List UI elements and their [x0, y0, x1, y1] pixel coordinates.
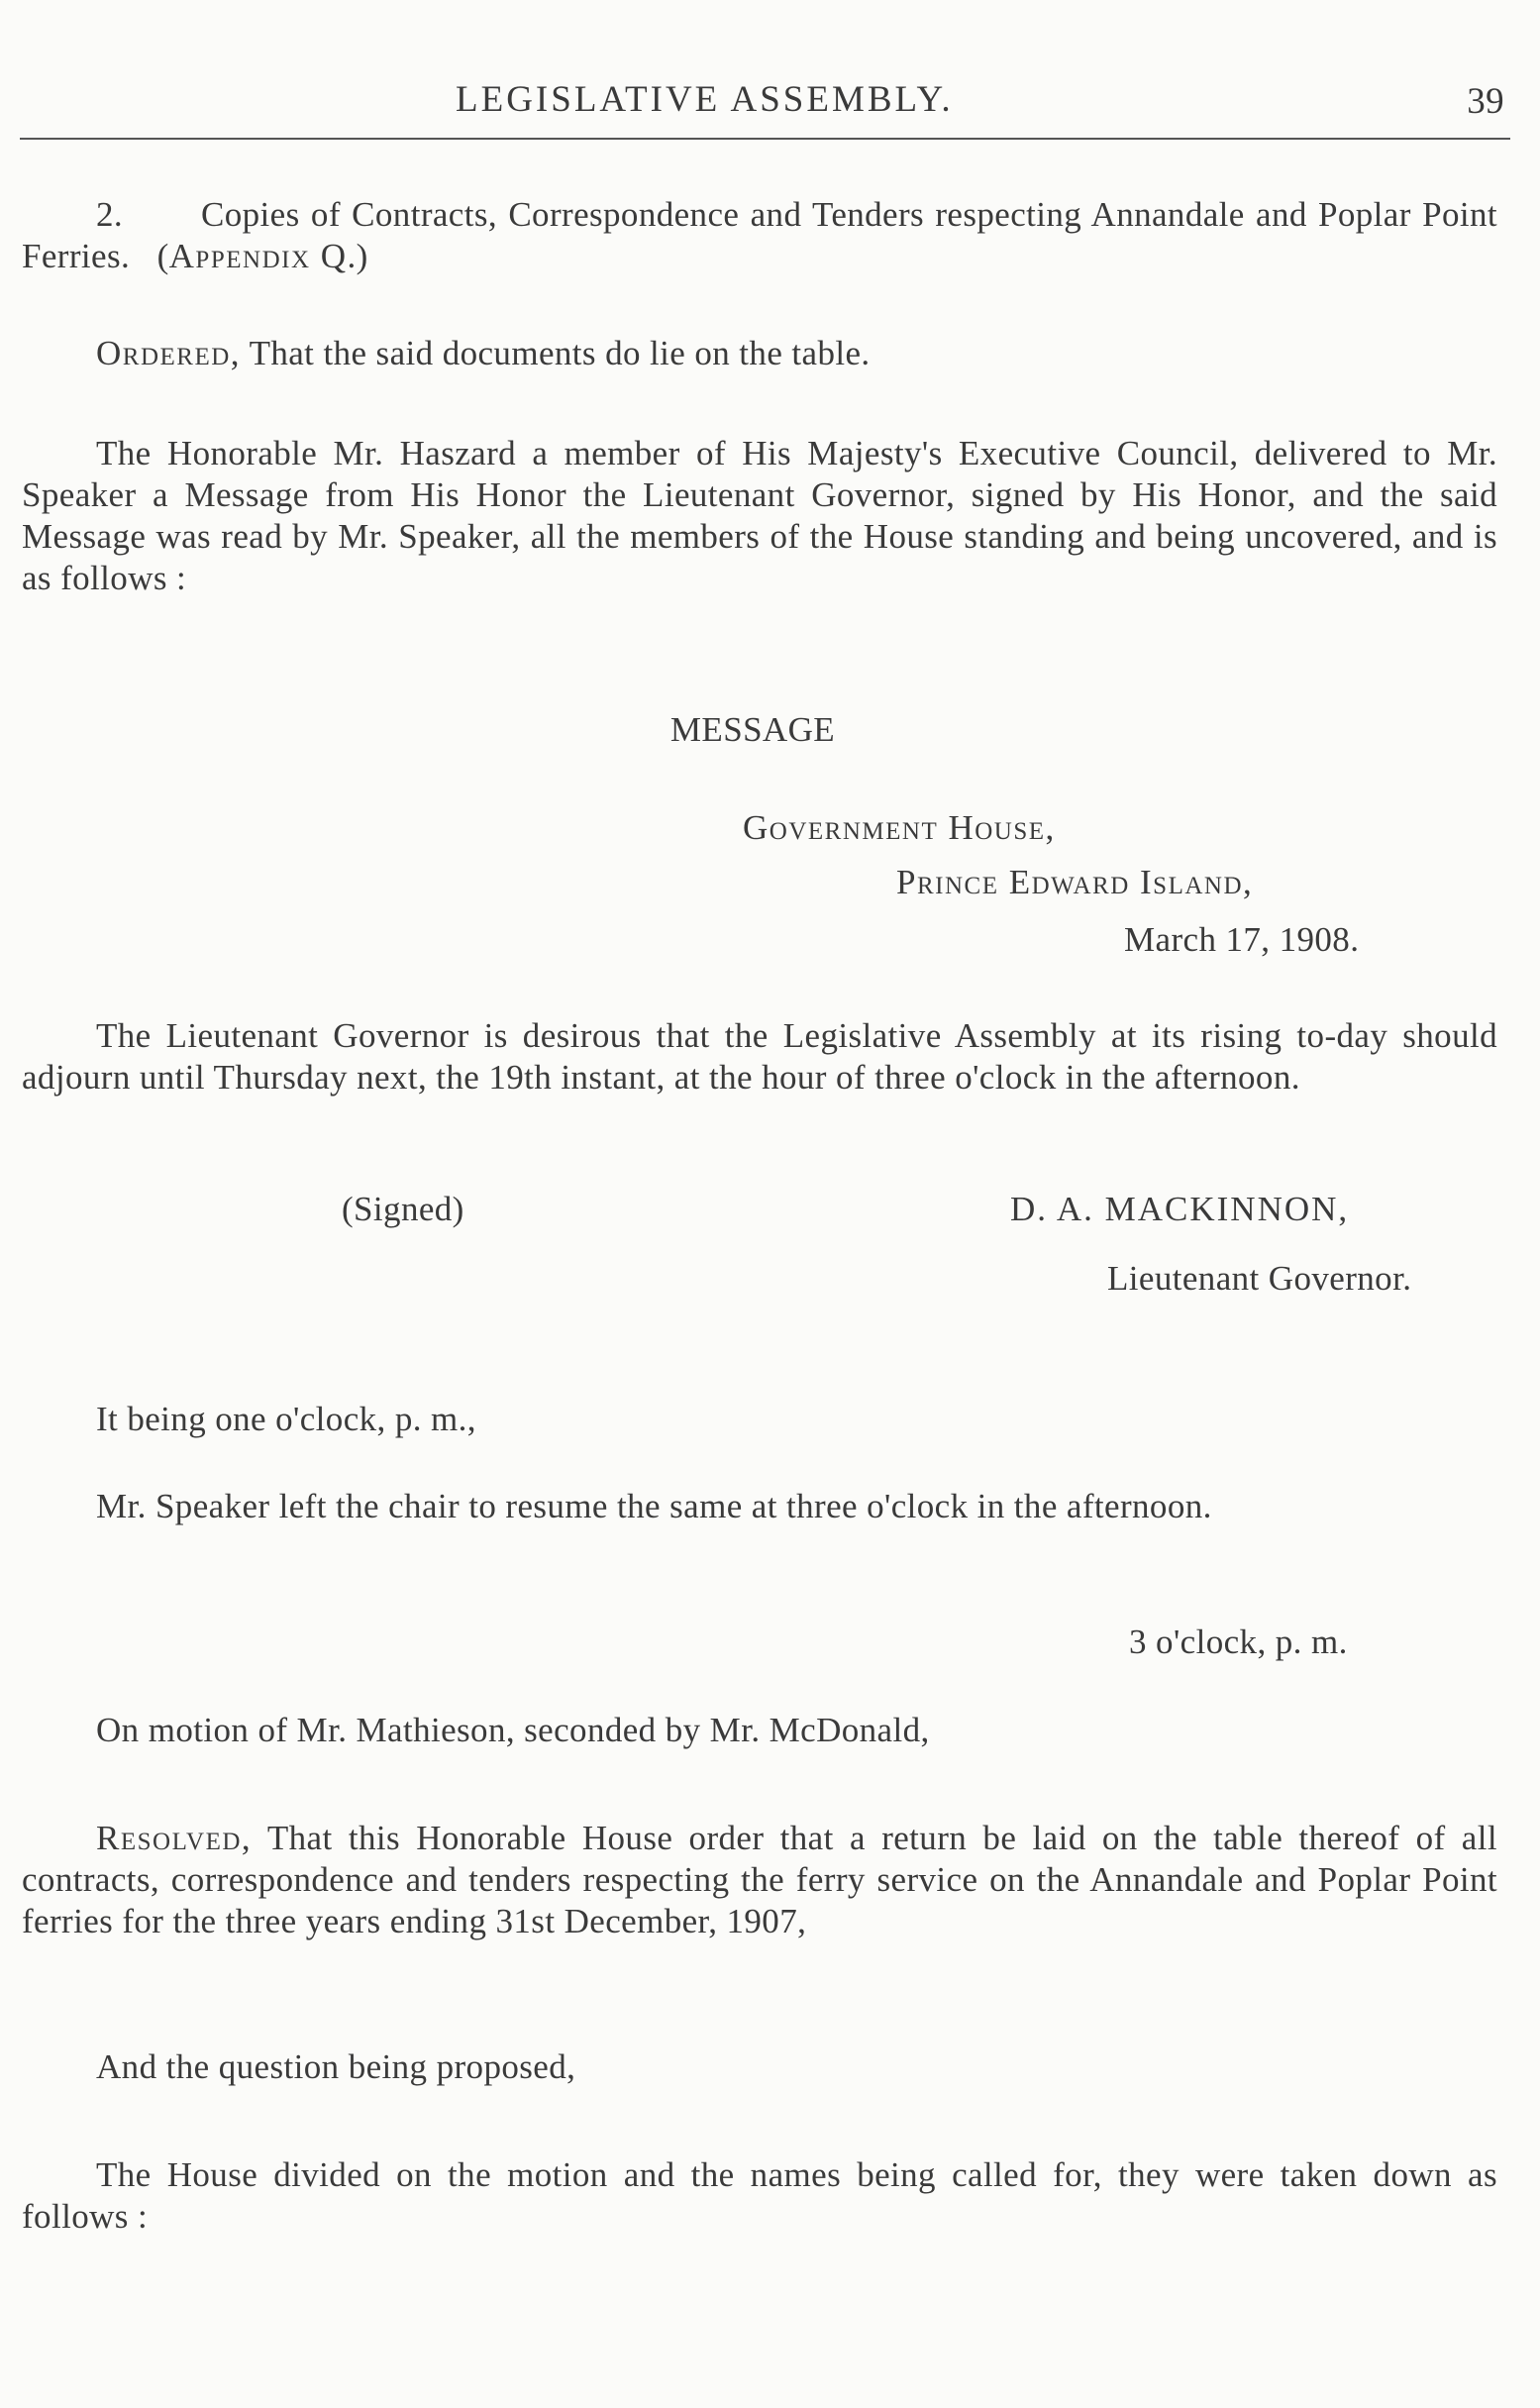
message-date: March 17, 1908. [1124, 920, 1360, 959]
appendix-open: ( [156, 237, 169, 275]
resolved-label: Resolved, [96, 1819, 253, 1857]
ordered-text: That the said documents do lie on the table. [249, 334, 871, 372]
speaker-left-note: Mr. Speaker left the chair to resume the same at three o'clock in the afternoon. [96, 1487, 1212, 1525]
ordered-label: Ordered, [96, 334, 242, 372]
item-2-text: Copies of Contracts, Correspondence and Tenders respecting Annandale and Poplar Point Ferries. [22, 195, 1497, 275]
page-number: 39 [1467, 81, 1504, 122]
signatory-title: Lieutenant Governor. [1107, 1259, 1412, 1298]
resolved-text: That this Honorable House order that a return be laid on the table thereof of all contracts, correspondence and tenders respecting the ferry service on the Annandale and Poplar Point ferries for the three years ending 31st December, 1907, [22, 1819, 1497, 1940]
signed-label: (Signed) [342, 1190, 464, 1228]
message-intro-paragraph: The Honorable Mr. Haszard a member of His Majesty's Executive Council, delivered to Mr. Speaker a Message from His Honor the Lieutenant Governor, signed by His Honor, and the said Message was read by Mr. Speaker, all the members of the House standing and being uncovered, and is as follows : [22, 434, 1497, 597]
time-note: It being one o'clock, p. m., [96, 1400, 476, 1438]
resume-time: 3 o'clock, p. m. [1129, 1623, 1348, 1661]
header-rule [20, 138, 1510, 140]
appendix-close: .) [347, 237, 368, 275]
message-body: The Lieutenant Governor is desirous that the Legislative Assembly at its rising to-day should adjourn until Thursday next, the 19th instant, at the hour of three o'clock in the afternoon. [22, 1016, 1497, 1097]
running-title: LEGISLATIVE ASSEMBLY. [456, 79, 954, 120]
item-2-paragraph [22, 194, 1497, 277]
signatory-name: D. A. MACKINNON, [1010, 1190, 1350, 1228]
page-header [20, 79, 1510, 139]
appendix-reference: Appendix Q [168, 237, 348, 275]
address-line-2: Prince Edward Island, [896, 863, 1254, 901]
ordered-paragraph [22, 333, 1497, 374]
motion-intro: On motion of Mr. Mathieson, seconded by Mr. McDonald, [96, 1711, 930, 1749]
item-2-number: 2. [96, 195, 124, 234]
resolved-paragraph [22, 1818, 1497, 1942]
message-heading: MESSAGE [669, 710, 836, 749]
address-line-1: Government House, [743, 808, 1056, 847]
division-paragraph: The House divided on the motion and the names being called for, they were taken down as follows : [22, 2155, 1497, 2236]
question-proposed: And the question being proposed, [96, 2047, 576, 2086]
